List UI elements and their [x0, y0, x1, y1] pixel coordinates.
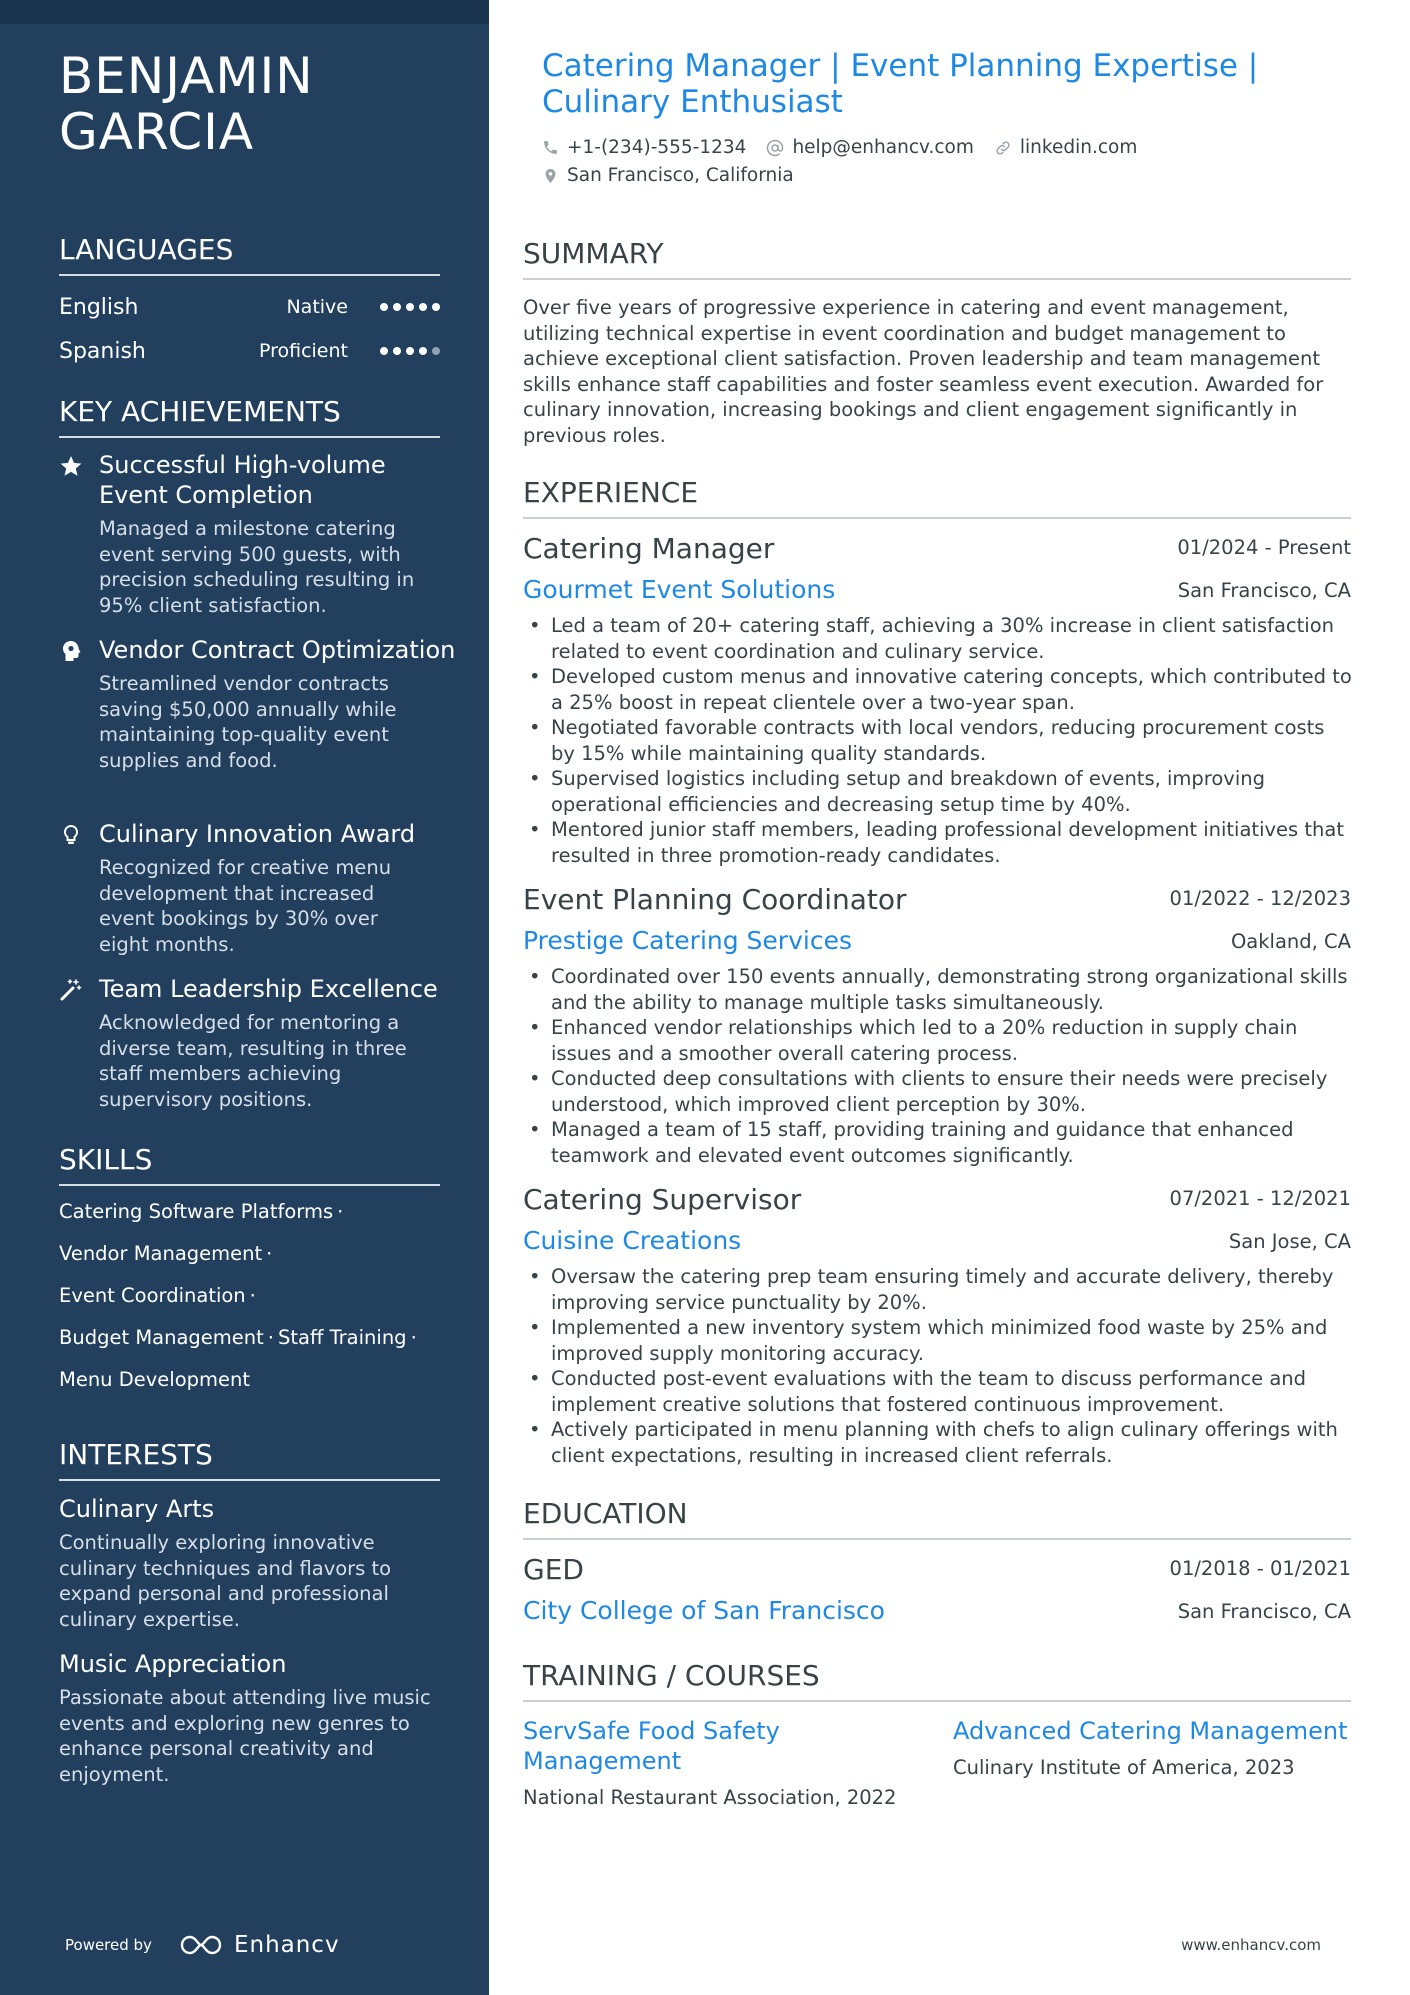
- proficiency-dot: [393, 303, 401, 311]
- location-text: San Francisco, California: [567, 165, 794, 186]
- job-dates: 01/2022 - 12/2023: [1169, 887, 1351, 910]
- main-content: [489, 0, 1410, 1995]
- language-row: [59, 335, 440, 367]
- course-provider: Culinary Institute of America, 2023: [953, 1756, 1295, 1779]
- interest-description: Passionate about attending live music events and exploring new genres to enhance personal creativity and enjoyment.: [59, 1686, 431, 1786]
- job-bullet: • Implemented a new inventory system which minimized food waste by 25% and improved supply monitoring accuracy.: [523, 1315, 1353, 1366]
- job-bullet: • Managed a team of 15 staff, providing training and guidance that enhanced teamwork and elevated event outcomes significantly.: [523, 1117, 1353, 1168]
- proficiency-dot: [406, 347, 414, 355]
- achievement-item: [59, 819, 459, 957]
- achievement-item: [59, 974, 459, 1112]
- job-title: Catering Supervisor: [523, 1183, 802, 1216]
- skill-separator: ·: [249, 1284, 256, 1307]
- skills-heading: SKILLS: [59, 1142, 440, 1186]
- skill-separator: ·: [267, 1326, 274, 1349]
- school-location: San Francisco, CA: [1177, 1600, 1351, 1623]
- skill-label: Event Coordination: [59, 1284, 246, 1307]
- achievements-heading: KEY ACHIEVEMENTS: [59, 394, 440, 438]
- summary-text: Over five years of progressive experience in catering and event management, utilizing technical expertise in event coordination and budget management to achieve exceptional client satisfaction. Proven leadership and team management skills enhance staff capabilities and foster seamless event execution. Awarded for culinary innovation, increasing bookings and client engagement significantly in previous roles.: [523, 296, 1324, 447]
- achievement-item: [59, 450, 459, 618]
- contact-row: [542, 137, 1157, 158]
- phone-contact[interactable]: [542, 137, 746, 158]
- interests-heading: INTERESTS: [59, 1437, 440, 1481]
- powered-by: [65, 1932, 340, 1958]
- achievement-description: Acknowledged for mentoring a diverse team, resulting in three staff members achieving supervisory positions.: [99, 1011, 407, 1111]
- skill-label: Vendor Management: [59, 1242, 263, 1265]
- job-bullet: • Enhanced vendor relationships which led to a 20% reduction in supply chain issues and a smoother overall catering process.: [523, 1015, 1353, 1066]
- job-location: San Jose, CA: [1228, 1230, 1351, 1253]
- course-item: [953, 1716, 1353, 1779]
- footer-url[interactable]: www.enhancv.com: [1181, 1936, 1321, 1954]
- job-bullet-list: [523, 1264, 1353, 1468]
- linkedin-contact[interactable]: [994, 137, 1137, 158]
- enhancv-logo[interactable]: [178, 1932, 340, 1958]
- skill-label: Staff Training: [278, 1326, 407, 1349]
- proficiency-dot: [419, 303, 427, 311]
- skill-separator: ·: [410, 1326, 417, 1349]
- experience-heading: EXPERIENCE: [523, 475, 1351, 519]
- skill-separator: ·: [337, 1200, 344, 1223]
- job-bullet: • Led a team of 20+ catering staff, achieving a 30% increase in client satisfaction related to event coordination and culinary service.: [523, 613, 1353, 664]
- skill-label: Menu Development: [59, 1368, 251, 1391]
- skill-item: [59, 1284, 260, 1307]
- job-bullet: • Conducted deep consultations with clients to ensure their needs were precisely understood, which improved client perception by 30%.: [523, 1066, 1353, 1117]
- interest-title: Culinary Arts: [59, 1495, 215, 1523]
- degree-title: GED: [523, 1553, 584, 1586]
- achievement-title: Team Leadership Excellence: [99, 975, 438, 1003]
- job-dates: 07/2021 - 12/2021: [1169, 1187, 1351, 1210]
- job-title: Event Planning Coordinator: [523, 883, 907, 916]
- proficiency-dot: [406, 303, 414, 311]
- interest-item: [59, 1494, 459, 1632]
- skill-item: [59, 1326, 421, 1349]
- job-title: Catering Manager: [523, 532, 775, 565]
- magic-wand-icon: [59, 978, 83, 1002]
- course-title[interactable]: Advanced Catering Management: [953, 1717, 1348, 1745]
- sidebar: [0, 0, 489, 1995]
- job-bullet-list: [523, 613, 1353, 868]
- achievement-item: [59, 635, 459, 773]
- job-bullet: • Mentored junior staff members, leading professional development initiatives that resulted in three promotion-ready candidates.: [523, 817, 1353, 868]
- resume-headline: Catering Manager | Event Planning Expertise | Culinary Enthusiast: [542, 48, 1259, 120]
- skill-label: Catering Software Platforms: [59, 1200, 334, 1223]
- skill-separator: ·: [266, 1242, 273, 1265]
- skill-item: [59, 1200, 347, 1223]
- job-bullet: • Oversaw the catering prep team ensuring timely and accurate delivery, thereby improving service punctuality by 20%.: [523, 1264, 1353, 1315]
- proficiency-dot: [419, 347, 427, 355]
- education-dates: 01/2018 - 01/2021: [1169, 1557, 1351, 1580]
- language-row: [59, 291, 440, 323]
- location-pin-icon: [542, 167, 559, 185]
- proficiency-dot: [432, 303, 440, 311]
- skill-label: Budget Management: [59, 1326, 264, 1349]
- powered-by-label: Powered by: [65, 1936, 152, 1954]
- language-name: English: [59, 294, 139, 320]
- job-bullet-list: [523, 964, 1353, 1168]
- job-bullet: • Conducted post-event evaluations with the team to discuss performance and implement creative solutions that fostered continuous improvement.: [523, 1366, 1353, 1417]
- email-address: help@enhancv.com: [792, 137, 974, 158]
- interest-item: [59, 1649, 459, 1787]
- contact-row: [542, 165, 814, 186]
- interest-title: Music Appreciation: [59, 1650, 287, 1678]
- job-bullet: • Coordinated over 150 events annually, demonstrating strong organizational skills and the ability to manage multiple tasks simultaneously.: [523, 964, 1353, 1015]
- achievement-description: Streamlined vendor contracts saving $50,000 annually while maintaining top-quality event supplies and food.: [99, 672, 397, 772]
- achievement-title: Vendor Contract Optimization: [99, 636, 456, 664]
- job-dates: 01/2024 - Present: [1177, 536, 1351, 559]
- proficiency-dots: [380, 303, 440, 311]
- sidebar-top-bar: [0, 0, 489, 24]
- enhancv-logo-icon: [178, 1933, 224, 1957]
- linkedin-url: linkedin.com: [1019, 137, 1138, 158]
- proficiency-dot-empty: [432, 347, 440, 355]
- at-icon: [766, 139, 784, 157]
- job-bullet: • Developed custom menus and innovative catering concepts, which contributed to a 25% boost in repeat clientele over a two-year span.: [523, 664, 1353, 715]
- achievement-title: Successful High-volume Event Completion: [99, 451, 386, 509]
- skill-item: [59, 1242, 276, 1265]
- head-gear-icon: [59, 639, 83, 663]
- skill-item: [59, 1368, 250, 1391]
- lightbulb-icon: [59, 823, 83, 847]
- company-name[interactable]: Cuisine Creations: [523, 1226, 742, 1255]
- language-level: Proficient: [258, 340, 348, 362]
- language-name: Spanish: [59, 338, 146, 364]
- education-heading: EDUCATION: [523, 1496, 1351, 1540]
- phone-icon: [542, 139, 559, 156]
- job-location: Oakland, CA: [1230, 930, 1351, 953]
- language-level: Native: [286, 296, 348, 318]
- achievement-description: Managed a milestone catering event serving 500 guests, with precision scheduling resulting in 95% client satisfaction.: [99, 517, 415, 617]
- school-name[interactable]: City College of San Francisco: [523, 1596, 885, 1625]
- job-location: San Francisco, CA: [1177, 579, 1351, 602]
- job-bullet: • Actively participated in menu planning with chefs to align culinary offerings with client expectations, resulting in increased client referrals.: [523, 1417, 1353, 1468]
- link-icon: [994, 139, 1012, 157]
- languages-heading: LANGUAGES: [59, 232, 440, 276]
- proficiency-dot: [380, 347, 388, 355]
- enhancv-brand: Enhancv: [233, 1932, 340, 1958]
- job-bullet: • Negotiated favorable contracts with local vendors, reducing procurement costs by 15% while maintaining quality standards.: [523, 715, 1353, 766]
- email-contact[interactable]: [766, 137, 973, 158]
- company-name[interactable]: Prestige Catering Services: [523, 926, 852, 955]
- training-heading: TRAINING / COURSES: [523, 1658, 1351, 1702]
- summary-heading: SUMMARY: [523, 236, 1351, 280]
- proficiency-dot: [393, 347, 401, 355]
- star-icon: [59, 454, 83, 478]
- achievement-title: Culinary Innovation Award: [99, 820, 416, 848]
- course-item: [523, 1716, 903, 1809]
- location-contact: [542, 165, 794, 186]
- candidate-name: BENJAMIN GARCIA: [59, 47, 314, 161]
- course-title[interactable]: ServSafe Food Safety Management: [523, 1717, 780, 1775]
- phone-number: +1-(234)-555-1234: [567, 137, 747, 158]
- company-name[interactable]: Gourmet Event Solutions: [523, 575, 836, 604]
- job-bullet: • Supervised logistics including setup and breakdown of events, improving operational efficiencies and decreasing setup time by 40%.: [523, 766, 1353, 817]
- course-provider: National Restaurant Association, 2022: [523, 1786, 897, 1809]
- interest-description: Continually exploring innovative culinary techniques and flavors to expand personal and professional culinary expertise.: [59, 1531, 392, 1631]
- proficiency-dot: [380, 303, 388, 311]
- proficiency-dots: [380, 347, 440, 355]
- achievement-description: Recognized for creative menu development that increased event bookings by 30% over eight months.: [99, 856, 392, 956]
